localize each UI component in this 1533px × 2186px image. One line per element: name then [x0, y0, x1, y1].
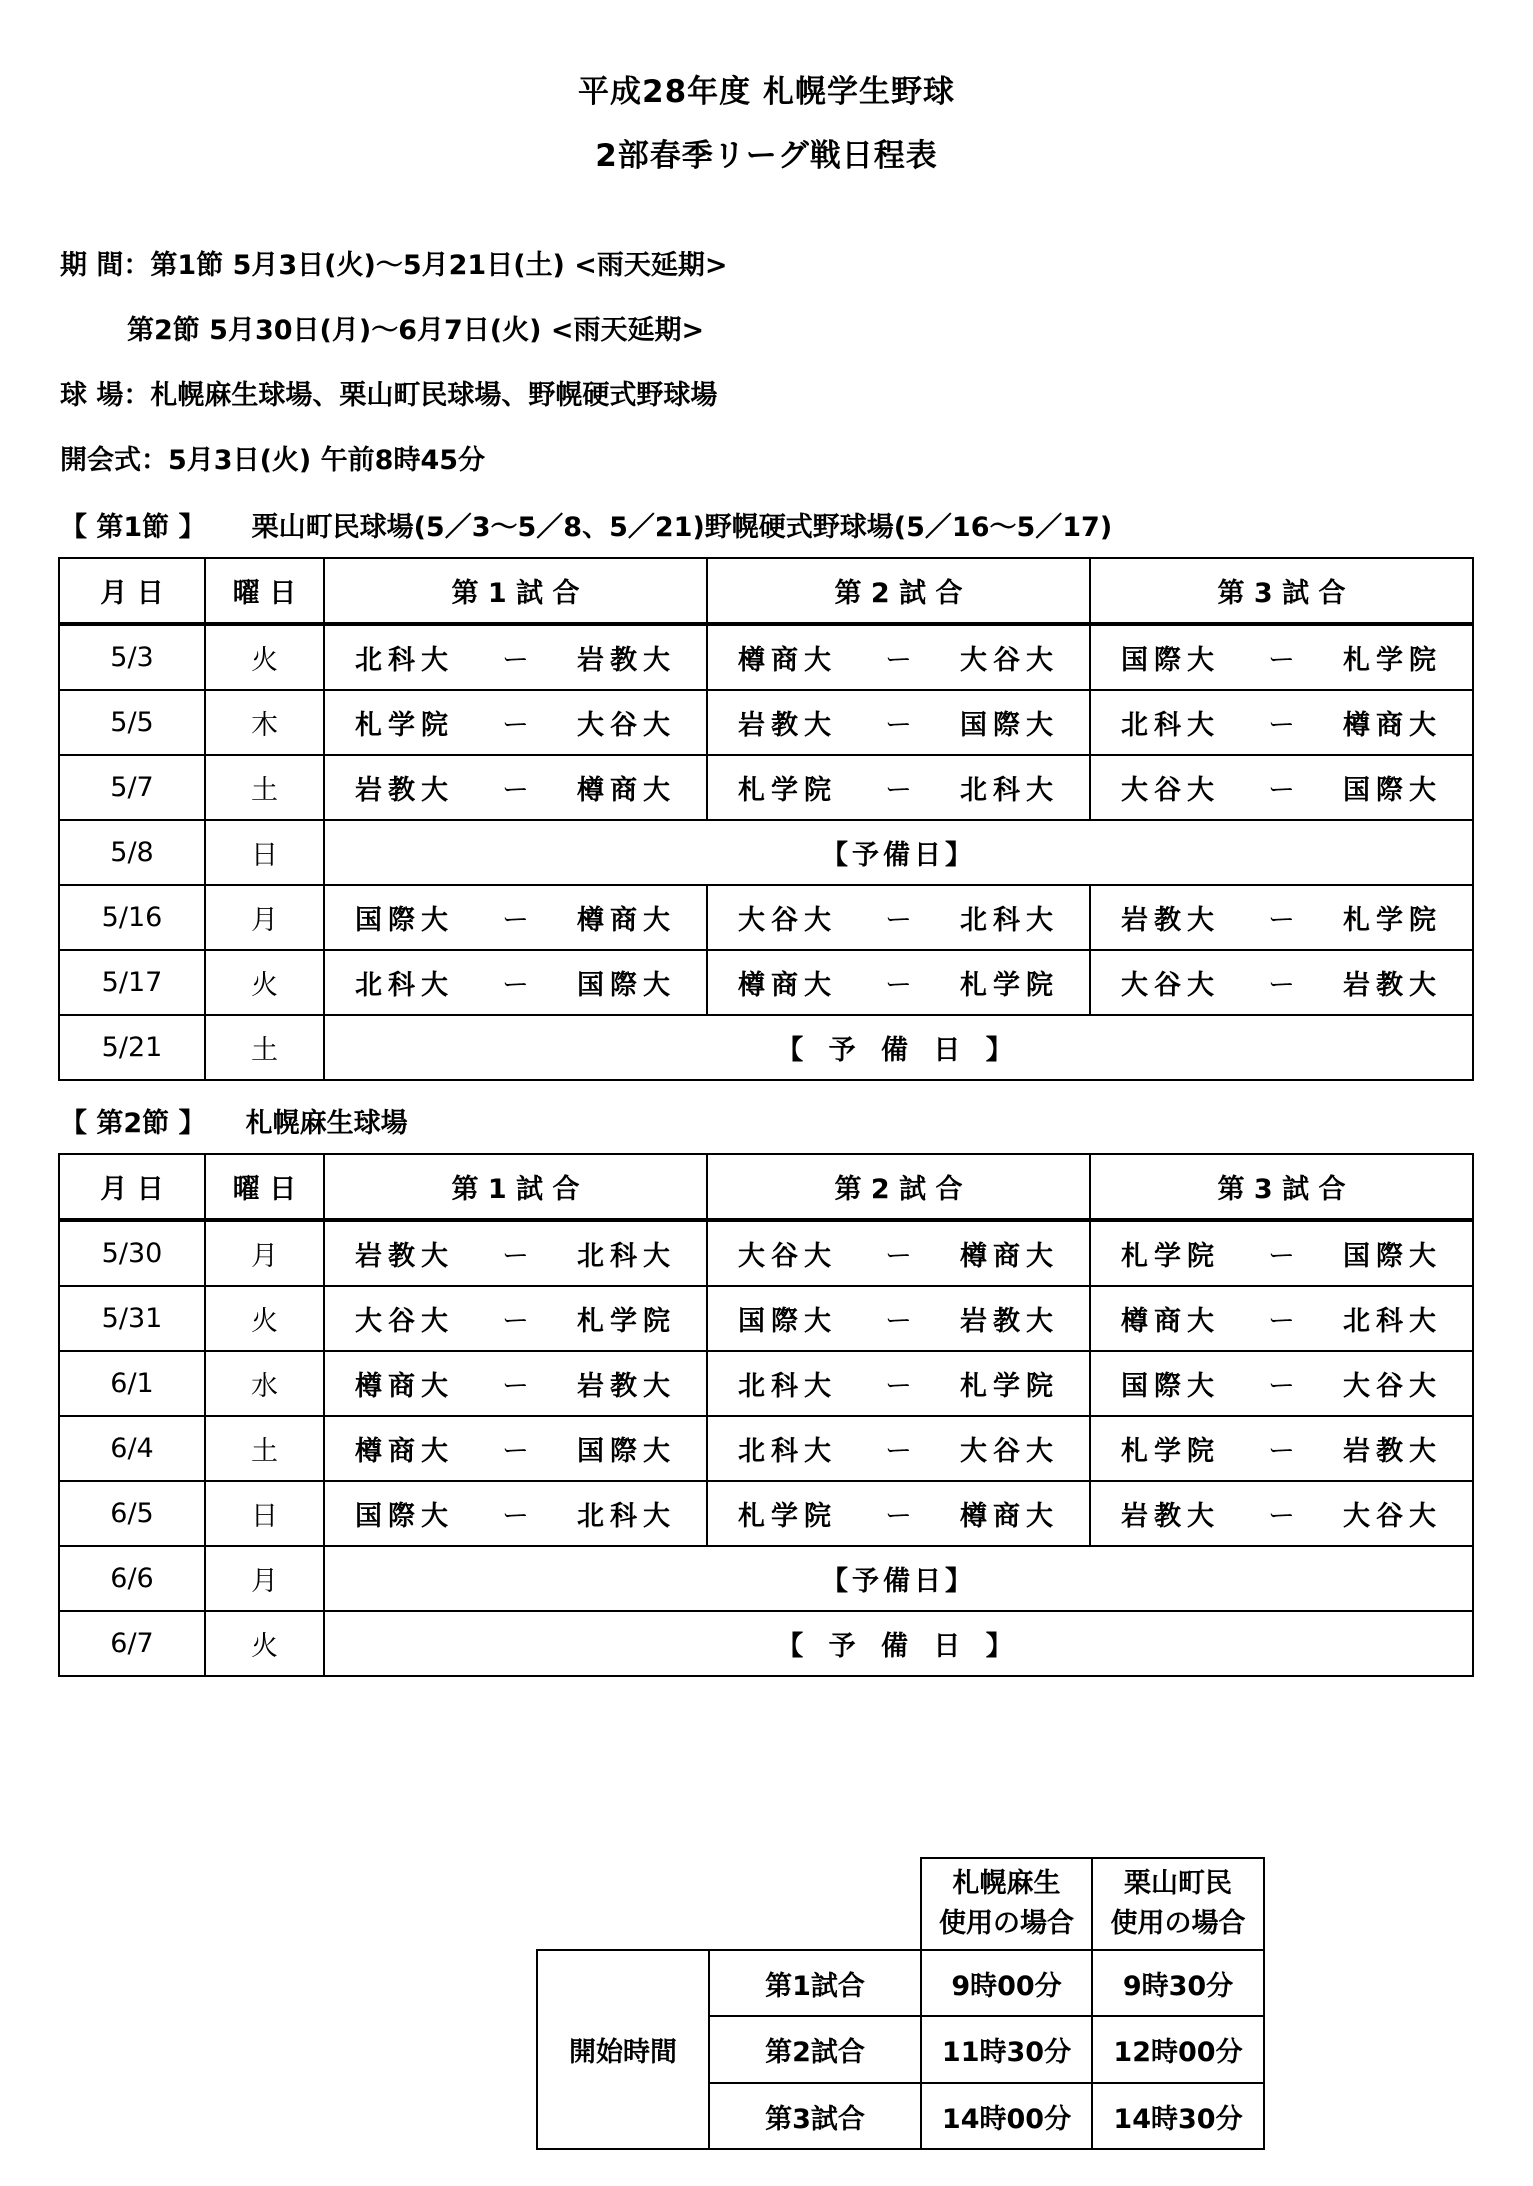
table-row: [59, 1416, 1473, 1481]
col-header-game-2: 第 2 試 合: [707, 1154, 1090, 1220]
team-away: 大谷大: [1343, 1371, 1442, 1402]
team-home: 国際大: [1121, 1371, 1220, 1402]
table-row: [59, 1481, 1473, 1546]
opening-text: 5月3日(火) 午前8時45分: [168, 445, 486, 476]
versus-dash: ー: [885, 1306, 912, 1337]
team-away: 岩教大: [960, 1306, 1059, 1337]
team-home: 国際大: [355, 905, 454, 936]
team-home: 大谷大: [738, 1241, 837, 1272]
matchup: [708, 703, 1089, 742]
weekday-cell: 日: [205, 820, 324, 885]
matchup: [325, 1494, 706, 1533]
game-1-cell: [324, 690, 707, 755]
weekday-cell: 日: [205, 1481, 324, 1546]
col-header-day: 曜 日: [205, 1154, 324, 1220]
team-home: 北科大: [355, 970, 454, 1001]
versus-dash: ー: [885, 1241, 912, 1272]
date-cell: 5/8: [59, 820, 205, 885]
team-home: 札学院: [1121, 1436, 1220, 1467]
table-row: [59, 624, 1473, 690]
team-home: 北科大: [738, 1436, 837, 1467]
game-2-cell: [707, 1481, 1090, 1546]
period-section-1: 第1節 5月3日(火)～5月21日(土) <雨天延期>: [150, 250, 728, 281]
team-home: 札学院: [738, 775, 837, 806]
versus-dash: ー: [502, 775, 529, 806]
versus-dash: ー: [1268, 1371, 1295, 1402]
team-home: 樽商大: [738, 970, 837, 1001]
game-2-cell: [707, 885, 1090, 950]
table-row: [59, 820, 1473, 885]
game-2-cell: [707, 1286, 1090, 1351]
date-cell: 5/30: [59, 1220, 205, 1286]
team-away: 北科大: [577, 1501, 676, 1532]
matchup: [1091, 963, 1472, 1002]
venue-text: 札幌麻生球場、栗山町民球場、野幌硬式野球場: [150, 380, 718, 411]
team-home: 国際大: [355, 1501, 454, 1532]
start-time-asahi: 9時00分: [921, 1950, 1092, 2016]
versus-dash: ー: [1268, 1241, 1295, 1272]
matchup: [1091, 638, 1472, 677]
team-home: 樽商大: [355, 1371, 454, 1402]
section-1-table: [58, 557, 1474, 1081]
reserve-day-cell: 【予備日】: [324, 1546, 1473, 1611]
start-time-kuriyama: 9時30分: [1092, 1950, 1264, 2016]
start-time-asahi: 14時00分: [921, 2083, 1092, 2149]
section-1-label: 【 第1節 】: [60, 512, 206, 543]
weekday-cell: 土: [205, 1416, 324, 1481]
period-section-2: 第2節 5月30日(月)～6月7日(火) <雨天延期>: [127, 315, 705, 346]
matchup: [708, 1494, 1089, 1533]
team-away: 札学院: [1343, 645, 1442, 676]
date-cell: 5/31: [59, 1286, 205, 1351]
date-cell: 6/7: [59, 1611, 205, 1676]
table-row: [59, 1015, 1473, 1080]
table-row: [59, 1546, 1473, 1611]
game-3-cell: [1090, 1416, 1473, 1481]
matchup: [1091, 898, 1472, 937]
table-row: [59, 1220, 1473, 1286]
table-row: [59, 1351, 1473, 1416]
versus-dash: ー: [1268, 1436, 1295, 1467]
weekday-cell: 木: [205, 690, 324, 755]
game-3-cell: [1090, 1481, 1473, 1546]
team-home: 大谷大: [1121, 970, 1220, 1001]
team-away: 札学院: [960, 1371, 1059, 1402]
team-away: 樽商大: [577, 905, 676, 936]
team-away: 岩教大: [1343, 1436, 1442, 1467]
team-home: 樽商大: [738, 645, 837, 676]
team-away: 樽商大: [577, 775, 676, 806]
game-1-cell: [324, 1220, 707, 1286]
col-header-date: 月 日: [59, 558, 205, 624]
weekday-cell: 火: [205, 1286, 324, 1351]
game-2-cell: [707, 690, 1090, 755]
col-header-game-1: 第 1 試 合: [324, 1154, 707, 1220]
team-away: 大谷大: [960, 645, 1059, 676]
game-3-cell: [1090, 885, 1473, 950]
versus-dash: ー: [1268, 645, 1295, 676]
team-home: 札学院: [355, 710, 454, 741]
team-home: 岩教大: [1121, 905, 1220, 936]
team-away: 国際大: [960, 710, 1059, 741]
matchup: [325, 1429, 706, 1468]
weekday-cell: 月: [205, 885, 324, 950]
versus-dash: ー: [502, 1306, 529, 1337]
matchup: [1091, 1299, 1472, 1338]
team-away: 国際大: [577, 1436, 676, 1467]
table-row: [59, 755, 1473, 820]
team-away: 札学院: [1343, 905, 1442, 936]
game-1-cell: [324, 1286, 707, 1351]
team-home: 国際大: [1121, 645, 1220, 676]
date-cell: 5/5: [59, 690, 205, 755]
versus-dash: ー: [1268, 775, 1295, 806]
versus-dash: ー: [1268, 905, 1295, 936]
versus-dash: ー: [885, 905, 912, 936]
col-header-kuriyama-line-1: 栗山町民: [1124, 1868, 1232, 1899]
matchup: [708, 1364, 1089, 1403]
date-cell: 6/6: [59, 1546, 205, 1611]
matchup: [1091, 1234, 1472, 1273]
col-header-kuriyama-line-2: 使用の場合: [1110, 1908, 1246, 1939]
versus-dash: ー: [885, 970, 912, 1001]
title-line-1: 平成28年度 札幌学生野球: [578, 74, 955, 110]
versus-dash: ー: [885, 710, 912, 741]
team-home: 岩教大: [355, 775, 454, 806]
matchup: [708, 1429, 1089, 1468]
team-home: 札学院: [738, 1501, 837, 1532]
start-time-row-label: 開始時間: [537, 1950, 709, 2149]
team-away: 北科大: [1343, 1306, 1442, 1337]
date-cell: 5/3: [59, 624, 205, 690]
reserve-day-cell: 【 予 備 日 】: [324, 1015, 1473, 1080]
versus-dash: ー: [885, 1436, 912, 1467]
team-home: 大谷大: [738, 905, 837, 936]
team-home: 北科大: [738, 1371, 837, 1402]
section-1-venue: 栗山町民球場(5／3～5／8、5／21)野幌硬式野球場(5／16～5／17): [251, 512, 1113, 543]
venue-label: 球 場：: [60, 380, 151, 411]
team-home: 樽商大: [1121, 1306, 1220, 1337]
team-home: 大谷大: [355, 1306, 454, 1337]
game-2-cell: [707, 950, 1090, 1015]
matchup: [708, 768, 1089, 807]
game-2-cell: [707, 624, 1090, 690]
col-header-date: 月 日: [59, 1154, 205, 1220]
section-2-table: [58, 1153, 1474, 1677]
game-3-cell: [1090, 690, 1473, 755]
game-3-cell: [1090, 1351, 1473, 1416]
date-cell: 5/21: [59, 1015, 205, 1080]
team-home: 北科大: [355, 645, 454, 676]
game-3-cell: [1090, 755, 1473, 820]
weekday-cell: 月: [205, 1546, 324, 1611]
team-away: 岩教大: [577, 645, 676, 676]
col-header-day: 曜 日: [205, 558, 324, 624]
team-away: 樽商大: [1343, 710, 1442, 741]
matchup: [708, 898, 1089, 937]
weekday-cell: 火: [205, 1611, 324, 1676]
team-away: 岩教大: [577, 1371, 676, 1402]
game-2-cell: [707, 1220, 1090, 1286]
date-cell: 6/5: [59, 1481, 205, 1546]
team-home: 岩教大: [355, 1241, 454, 1272]
team-home: 札学院: [1121, 1241, 1220, 1272]
matchup: [1091, 768, 1472, 807]
team-home: 大谷大: [1121, 775, 1220, 806]
reserve-day-cell: 【予備日】: [324, 820, 1473, 885]
versus-dash: ー: [885, 775, 912, 806]
matchup: [325, 638, 706, 677]
section-2-heading: [60, 1101, 408, 1140]
game-2-cell: [707, 1351, 1090, 1416]
matchup: [325, 963, 706, 1002]
game-3-cell: [1090, 950, 1473, 1015]
game-label: 第2試合: [709, 2016, 921, 2083]
start-time-kuriyama: 14時30分: [1092, 2083, 1264, 2149]
title-line-2: 2部春季リーグ戦日程表: [595, 138, 938, 174]
reserve-day-cell: 【 予 備 日 】: [324, 1611, 1473, 1676]
game-1-cell: [324, 1351, 707, 1416]
game-1-cell: [324, 755, 707, 820]
col-header-asahi-line-2: 使用の場合: [939, 1908, 1074, 1939]
section-2-venue: 札幌麻生球場: [245, 1108, 408, 1139]
period-label: 期 間：: [60, 250, 151, 281]
weekday-cell: 土: [205, 755, 324, 820]
start-times-table: [536, 1857, 1265, 2150]
versus-dash: ー: [885, 1371, 912, 1402]
col-header-asahi: [921, 1858, 1092, 1950]
versus-dash: ー: [502, 1501, 529, 1532]
matchup: [325, 703, 706, 742]
versus-dash: ー: [502, 710, 529, 741]
team-away: 国際大: [577, 970, 676, 1001]
team-away: 岩教大: [1343, 970, 1442, 1001]
game-label: 第3試合: [709, 2083, 921, 2149]
col-header-game-2: 第 2 試 合: [707, 558, 1090, 624]
col-header-game-3: 第 3 試 合: [1090, 1154, 1473, 1220]
team-away: 札学院: [577, 1306, 676, 1337]
team-home: 岩教大: [738, 710, 837, 741]
game-2-cell: [707, 1416, 1090, 1481]
versus-dash: ー: [502, 1241, 529, 1272]
table-row: [59, 1611, 1473, 1676]
table-row: [59, 1286, 1473, 1351]
team-home: 国際大: [738, 1306, 837, 1337]
game-1-cell: [324, 1481, 707, 1546]
date-cell: 5/16: [59, 885, 205, 950]
date-cell: 6/4: [59, 1416, 205, 1481]
team-away: 樽商大: [960, 1241, 1059, 1272]
game-1-cell: [324, 1416, 707, 1481]
versus-dash: ー: [502, 1436, 529, 1467]
game-2-cell: [707, 755, 1090, 820]
period-line-1: [60, 243, 728, 282]
start-time-asahi: 11時30分: [921, 2016, 1092, 2083]
matchup: [708, 963, 1089, 1002]
matchup: [708, 1234, 1089, 1273]
game-3-cell: [1090, 1220, 1473, 1286]
versus-dash: ー: [502, 1371, 529, 1402]
versus-dash: ー: [1268, 1306, 1295, 1337]
section-1-heading: [60, 505, 1112, 544]
team-away: 北科大: [960, 905, 1059, 936]
versus-dash: ー: [1268, 970, 1295, 1001]
matchup: [325, 768, 706, 807]
team-away: 札学院: [960, 970, 1059, 1001]
col-header-game-1: 第 1 試 合: [324, 558, 707, 624]
team-away: 大谷大: [960, 1436, 1059, 1467]
game-1-cell: [324, 624, 707, 690]
table-header-row: [59, 1154, 1473, 1220]
start-time-kuriyama: 12時00分: [1092, 2016, 1264, 2083]
matchup: [1091, 703, 1472, 742]
table-row: [59, 690, 1473, 755]
venue-line: [60, 373, 717, 412]
opening-line: [60, 438, 485, 477]
team-home: 樽商大: [355, 1436, 454, 1467]
team-away: 大谷大: [1343, 1501, 1442, 1532]
matchup: [1091, 1429, 1472, 1468]
table-row: [59, 950, 1473, 1015]
opening-label: 開会式：: [60, 445, 168, 476]
matchup: [1091, 1494, 1472, 1533]
matchup: [708, 1299, 1089, 1338]
game-3-cell: [1090, 1286, 1473, 1351]
game-3-cell: [1090, 624, 1473, 690]
matchup: [708, 638, 1089, 677]
weekday-cell: 水: [205, 1351, 324, 1416]
date-cell: 5/7: [59, 755, 205, 820]
team-away: 大谷大: [577, 710, 676, 741]
matchup: [325, 1299, 706, 1338]
col-header-kuriyama: [1092, 1858, 1264, 1950]
weekday-cell: 火: [205, 624, 324, 690]
matchup: [1091, 1364, 1472, 1403]
team-away: 樽商大: [960, 1501, 1059, 1532]
table-header-row: [59, 558, 1473, 624]
versus-dash: ー: [885, 1501, 912, 1532]
team-away: 国際大: [1343, 1241, 1442, 1272]
matchup: [325, 898, 706, 937]
game-label: 第1試合: [709, 1950, 921, 2016]
versus-dash: ー: [1268, 1501, 1295, 1532]
game-1-cell: [324, 885, 707, 950]
team-home: 北科大: [1121, 710, 1220, 741]
team-away: 北科大: [577, 1241, 676, 1272]
col-header-asahi-line-1: 札幌麻生: [952, 1868, 1061, 1899]
date-cell: 6/1: [59, 1351, 205, 1416]
weekday-cell: 月: [205, 1220, 324, 1286]
table-row: [59, 885, 1473, 950]
game-1-cell: [324, 950, 707, 1015]
matchup: [325, 1364, 706, 1403]
versus-dash: ー: [502, 905, 529, 936]
weekday-cell: 土: [205, 1015, 324, 1080]
date-cell: 5/17: [59, 950, 205, 1015]
weekday-cell: 火: [205, 950, 324, 1015]
team-home: 岩教大: [1121, 1501, 1220, 1532]
team-away: 北科大: [960, 775, 1059, 806]
team-away: 国際大: [1343, 775, 1442, 806]
versus-dash: ー: [502, 970, 529, 1001]
versus-dash: ー: [502, 645, 529, 676]
col-header-game-3: 第 3 試 合: [1090, 558, 1473, 624]
section-2-label: 【 第2節 】: [60, 1108, 206, 1139]
versus-dash: ー: [885, 645, 912, 676]
versus-dash: ー: [1268, 710, 1295, 741]
matchup: [325, 1234, 706, 1273]
